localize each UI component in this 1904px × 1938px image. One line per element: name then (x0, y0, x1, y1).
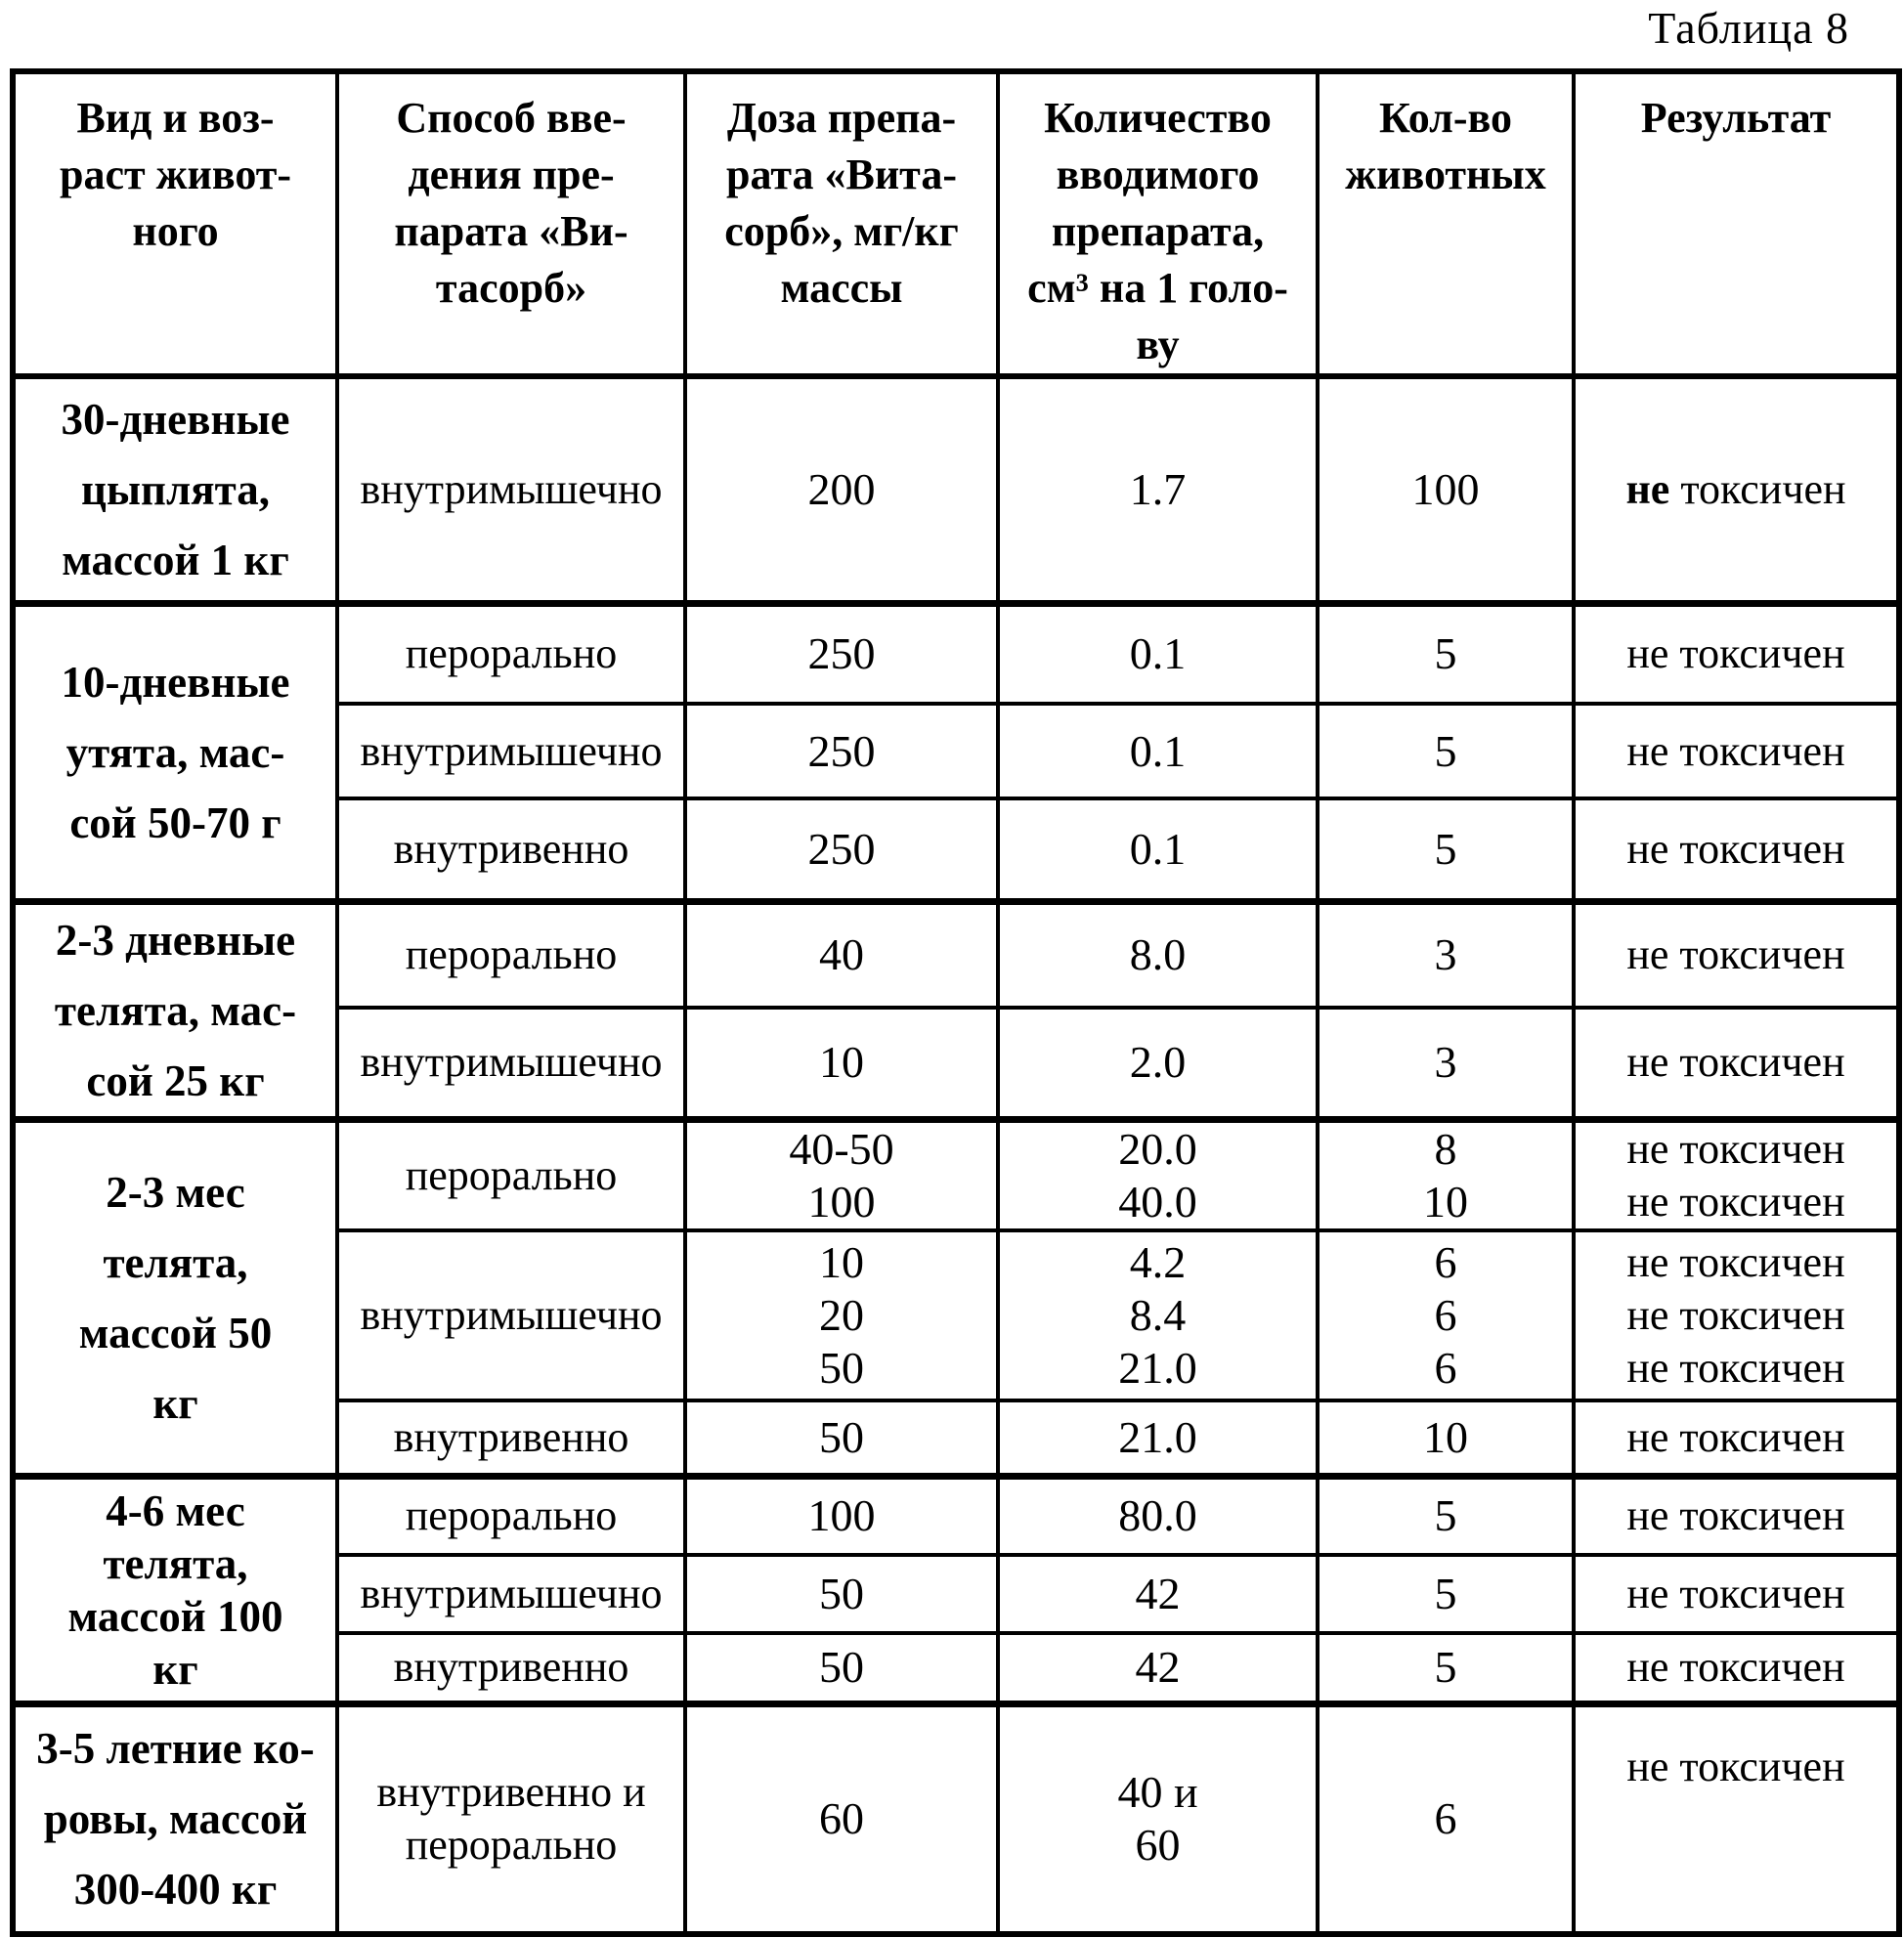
cell-line: внутримышечно (360, 726, 663, 775)
cell-line: не токсичен (1626, 1343, 1845, 1392)
cell-line: 10 (1423, 1176, 1468, 1227)
cell-line: 10-дневные (61, 657, 290, 707)
amount-cell (998, 1633, 1318, 1704)
cell-line: 50 (819, 1568, 864, 1618)
column-header (13, 71, 337, 376)
cell-line: перорально (405, 1491, 618, 1540)
method-cell (337, 1400, 685, 1477)
cell-line: 60 (819, 1793, 864, 1844)
method-cell (337, 603, 685, 704)
dose-cell (685, 1119, 998, 1230)
dose-cell (685, 798, 998, 901)
column-header (1318, 71, 1574, 376)
cell-line: 100 (807, 1490, 876, 1541)
toxicity-table (10, 68, 1902, 1937)
cell-line: не токсичен (1626, 1290, 1845, 1339)
cell-line: телята, мас- (54, 985, 297, 1035)
cell-line: перорально (405, 629, 618, 678)
count-cell (1318, 376, 1574, 603)
cell-line: ного (132, 207, 219, 255)
amount-cell (998, 603, 1318, 704)
count-cell (1318, 1119, 1574, 1230)
cell-line: 250 (807, 823, 876, 874)
method-cell (337, 704, 685, 798)
cell-line: 200 (807, 463, 876, 514)
result-cell (1574, 798, 1899, 901)
cell-line: 0.1 (1129, 628, 1187, 679)
cell-line: не токсичен (1626, 629, 1845, 678)
cell-line: 21.0 (1118, 1411, 1197, 1462)
cell-line: 6 (1434, 1793, 1457, 1844)
animal-cell (13, 1477, 337, 1704)
cell-line: 40.0 (1118, 1176, 1197, 1227)
animal-cell (13, 1119, 337, 1477)
result-cell (1574, 1230, 1899, 1400)
count-cell (1318, 704, 1574, 798)
cell-line: не токсичен (1626, 1412, 1845, 1461)
count-cell (1318, 603, 1574, 704)
cell-line: 100 (1411, 463, 1480, 514)
result-cell (1574, 901, 1899, 1008)
cell-line: перорально (405, 1821, 618, 1870)
cell-line: Кол-во (1379, 94, 1512, 142)
dose-cell (685, 1633, 998, 1704)
animal-cell (13, 603, 337, 901)
header-row (13, 71, 1899, 376)
dose-cell (685, 901, 998, 1008)
dose-cell (685, 1400, 998, 1477)
cell-line: массы (780, 264, 903, 312)
cell-line: 6 (1434, 1236, 1457, 1287)
cell-line: 20 (819, 1289, 864, 1340)
amount-cell (998, 1400, 1318, 1477)
cell-line: 42 (1135, 1642, 1181, 1693)
animal-cell (13, 1704, 337, 1934)
cell-line: внутривенно (393, 1643, 629, 1692)
cell-line: Вид и воз- (76, 94, 275, 142)
amount-cell (998, 376, 1318, 603)
cell-line: 6 (1434, 1342, 1457, 1393)
cell-line: 8.4 (1129, 1289, 1187, 1340)
cell-line: ву (1136, 321, 1180, 368)
cell-line: не токсичен (1625, 464, 1846, 513)
cell-line: не токсичен (1626, 726, 1845, 775)
animal-cell (13, 376, 337, 603)
cell-line: сорб», мг/кг (724, 207, 959, 255)
method-cell (337, 1633, 685, 1704)
method-cell (337, 901, 685, 1008)
column-header (1574, 71, 1899, 376)
method-cell (337, 798, 685, 901)
cell-line: 0.1 (1129, 823, 1187, 874)
cell-line: 2.0 (1129, 1037, 1187, 1088)
cell-line: массой 1 кг (62, 535, 289, 584)
cell-line: 5 (1434, 725, 1457, 776)
cell-line: 5 (1434, 1642, 1457, 1693)
cell-line: Количество (1044, 94, 1272, 142)
cell-line: внутривенно (393, 824, 629, 873)
cell-line: 50 (819, 1411, 864, 1462)
count-cell (1318, 1633, 1574, 1704)
cell-line: 4-6 мес (106, 1486, 245, 1535)
cell-line: не токсичен (1626, 1569, 1845, 1617)
amount-cell (998, 798, 1318, 901)
result-cell (1574, 1633, 1899, 1704)
cell-line: 3 (1434, 929, 1457, 980)
cell-line: ровы, массой (43, 1794, 308, 1844)
method-cell (337, 1555, 685, 1633)
cell-line: Результат (1640, 94, 1832, 142)
table-row (13, 1704, 1899, 1934)
amount-cell (998, 1119, 1318, 1230)
cell-line: 50 (819, 1342, 864, 1393)
cell-line: 5 (1434, 1490, 1457, 1541)
cell-line: 2-3 дневные (55, 915, 296, 965)
cell-line: вводимого (1056, 151, 1260, 198)
cell-line: кг (152, 1378, 198, 1428)
cell-line: 10 (1423, 1411, 1468, 1462)
result-cell (1574, 1008, 1899, 1119)
cell-line: 6 (1434, 1289, 1457, 1340)
result-cell (1574, 603, 1899, 704)
table-header (13, 71, 1899, 376)
amount-cell (998, 1555, 1318, 1633)
result-cell (1574, 376, 1899, 603)
cell-line: 5 (1434, 823, 1457, 874)
amount-cell (998, 1230, 1318, 1400)
cell-line: 4.2 (1129, 1236, 1187, 1287)
result-cell (1574, 704, 1899, 798)
cell-line: кг (152, 1645, 198, 1694)
table-row (13, 901, 1899, 1008)
result-cell (1574, 1477, 1899, 1555)
method-cell (337, 376, 685, 603)
cell-line: перорально (405, 930, 618, 979)
count-cell (1318, 1555, 1574, 1633)
amount-cell (998, 901, 1318, 1008)
cell-line: парата «Ви- (394, 207, 628, 255)
table-row (13, 1119, 1899, 1230)
cell-line: не токсичен (1626, 1643, 1845, 1692)
cell-line: массой 50 (78, 1308, 273, 1357)
cell-line: утята, мас- (65, 727, 285, 777)
cell-line: 250 (807, 725, 876, 776)
cell-line: перорально (405, 1150, 618, 1199)
dose-cell (685, 1555, 998, 1633)
cell-line: сой 50-70 г (69, 797, 281, 847)
table-body (13, 376, 1899, 1934)
cell-line: 80.0 (1118, 1490, 1197, 1541)
dose-cell (685, 603, 998, 704)
cell-line: массой 100 (67, 1592, 283, 1641)
cell-line: 1.7 (1129, 463, 1187, 514)
cell-line: не токсичен (1626, 1491, 1845, 1540)
table-row (13, 603, 1899, 704)
result-cell (1574, 1555, 1899, 1633)
cell-line: не токсичен (1626, 1177, 1845, 1226)
count-cell (1318, 901, 1574, 1008)
cell-line: 250 (807, 628, 876, 679)
cell-line: внутримышечно (360, 1038, 663, 1087)
method-cell (337, 1119, 685, 1230)
cell-line: 5 (1434, 1568, 1457, 1618)
cell-line: препарата, (1051, 207, 1265, 255)
cell-line: внутривенно и (376, 1768, 646, 1817)
table-row (13, 1477, 1899, 1555)
amount-cell (998, 1008, 1318, 1119)
cell-line: рата «Вита- (726, 151, 957, 198)
count-cell (1318, 798, 1574, 901)
cell-line: телята, (103, 1539, 248, 1588)
cell-line: не токсичен (1626, 1038, 1845, 1087)
cell-line: 3-5 летние ко- (36, 1724, 315, 1774)
count-cell (1318, 1008, 1574, 1119)
count-cell (1318, 1400, 1574, 1477)
column-header (685, 71, 998, 376)
cell-line: 21.0 (1118, 1342, 1197, 1393)
cell-line: внутривенно (393, 1412, 629, 1461)
result-cell (1574, 1119, 1899, 1230)
cell-line: телята, (103, 1237, 248, 1287)
dose-cell (685, 1704, 998, 1934)
method-cell (337, 1477, 685, 1555)
cell-line: Доза препа- (726, 94, 957, 142)
cell-line: животных (1345, 151, 1546, 198)
method-cell (337, 1230, 685, 1400)
cell-line: тасорб» (435, 264, 587, 312)
cell-line: 40 и (1117, 1767, 1198, 1818)
dose-cell (685, 1008, 998, 1119)
cell-line: 100 (807, 1176, 876, 1227)
count-cell (1318, 1477, 1574, 1555)
cell-line: раст живот- (59, 151, 291, 198)
amount-cell (998, 1477, 1318, 1555)
cell-line: 40-50 (789, 1123, 894, 1174)
cell-line: 60 (1135, 1820, 1181, 1871)
cell-line: дения пре- (408, 151, 615, 198)
column-header (337, 71, 685, 376)
cell-line: 8.0 (1129, 929, 1187, 980)
cell-line: 50 (819, 1642, 864, 1693)
cell-line: не токсичен (1626, 1743, 1845, 1790)
cell-line: 0.1 (1129, 725, 1187, 776)
result-cell (1574, 1400, 1899, 1477)
amount-cell (998, 704, 1318, 798)
cell-line: не токсичен (1626, 1237, 1845, 1286)
cell-line: цыплята, (81, 464, 270, 514)
cell-line: не токсичен (1626, 930, 1845, 979)
dose-cell (685, 704, 998, 798)
cell-line: внутримышечно (360, 464, 663, 513)
cell-line: не токсичен (1626, 824, 1845, 873)
result-cell (1574, 1704, 1899, 1934)
cell-line: не токсичен (1626, 1124, 1845, 1173)
dose-cell (685, 376, 998, 603)
cell-line: внутримышечно (360, 1290, 663, 1339)
dose-cell (685, 1477, 998, 1555)
table-title: Таблица 8 (1648, 3, 1849, 53)
animal-cell (13, 901, 337, 1119)
cell-line: 10 (819, 1037, 864, 1088)
amount-cell (998, 1704, 1318, 1934)
cell-line: 40 (819, 929, 864, 980)
cell-line: 5 (1434, 628, 1457, 679)
method-cell (337, 1704, 685, 1934)
cell-line: 42 (1135, 1568, 1181, 1618)
column-header (998, 71, 1318, 376)
cell-line: 10 (819, 1236, 864, 1287)
cell-line: 8 (1434, 1123, 1457, 1174)
cell-line: 20.0 (1118, 1123, 1197, 1174)
cell-line: Способ вве- (396, 94, 627, 142)
count-cell (1318, 1230, 1574, 1400)
cell-line: 30-дневные (61, 394, 290, 444)
cell-line: 2-3 мес (106, 1167, 245, 1217)
method-cell (337, 1008, 685, 1119)
count-cell (1318, 1704, 1574, 1934)
cell-line: внутримышечно (360, 1569, 663, 1617)
dose-cell (685, 1230, 998, 1400)
table-row (13, 376, 1899, 603)
cell-line: 300-400 кг (73, 1865, 278, 1915)
cell-line: 3 (1434, 1037, 1457, 1088)
cell-line: сой 25 кг (86, 1055, 265, 1105)
cell-line: см³ на 1 голо- (1027, 264, 1288, 312)
